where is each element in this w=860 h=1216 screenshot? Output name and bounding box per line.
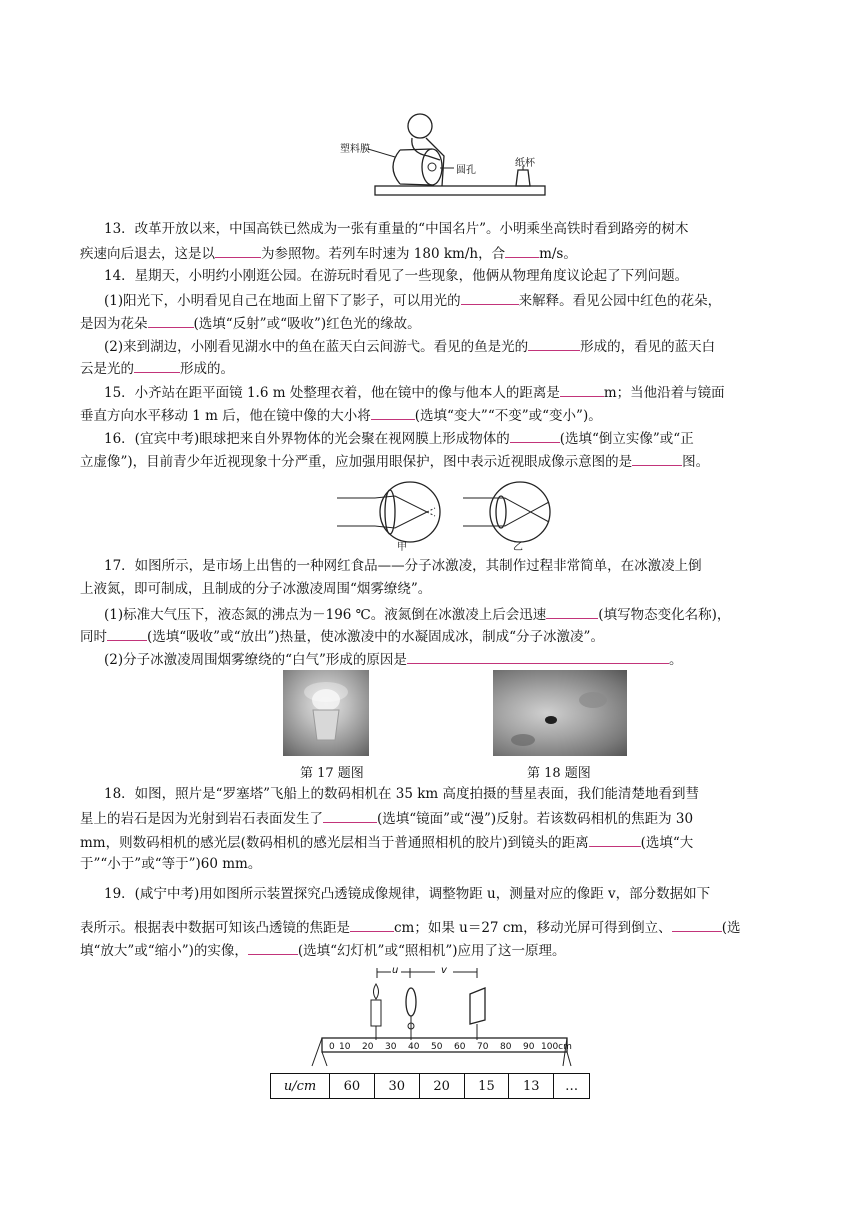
q17-p1-line1: (1)标准大气压下，液态氮的沸点为－196 ℃。液氮倒在冰激凌上后会迅速 (填写物态变化名称)，	[104, 607, 731, 623]
q18-line1: 18．如图，照片是“罗塞塔”飞船上的数码相机在 35 km 高度拍摄的彗星表面，我们能清楚地看到彗	[104, 786, 700, 802]
q19-line1: 19．(咸宁中考)用如图所示装置探究凸透镜成像规律，调整物距 u，测量对应的像距 v，部分数据如下	[104, 886, 711, 902]
q15-blank-distance[interactable]	[560, 383, 604, 397]
q16-line1: 16．(宜宾中考)眼球把来自外界物体的光会聚在视网膜上形成物体的 (选填“倒立实像”或“正	[104, 431, 694, 447]
q18-blank-reflection[interactable]	[323, 809, 377, 823]
table-cell: 60	[330, 1074, 375, 1099]
q19-blank-device[interactable]	[248, 941, 298, 955]
u-data-table	[270, 1073, 590, 1099]
figure-eyes	[335, 476, 560, 553]
q19-blank-magnify[interactable]	[672, 918, 722, 932]
q14-p1-line2: 是因为花朵 (选填“反射”或“吸收”)红色光的缘故。	[80, 316, 421, 332]
q15-line1: 15．小齐站在距平面镜 1.6 m 处整理衣着，他在镜中的像与他本人的距离是 m；当他沿着与镜面	[104, 385, 725, 401]
q16-blank-image[interactable]	[510, 429, 560, 443]
q14-line1: 14．星期天，小明约小刚逛公园。在游玩时看见了一些现象，他俩从物理角度议论起了下列问题。	[104, 268, 689, 284]
figure-film-cup	[340, 108, 550, 203]
q17-blank-reason[interactable]	[407, 650, 669, 664]
ruler-scale	[329, 1042, 572, 1052]
ruler-tick-label: 90	[523, 1042, 535, 1052]
q14-p2-line1: (2)来到湖边，小刚看见湖水中的鱼在蓝天白云间游弋。看见的鱼是光的 形成的，看见的蓝天白	[104, 339, 716, 355]
ruler-tick-label: 80	[500, 1042, 512, 1052]
table-cell: 13	[509, 1074, 554, 1099]
photo-molecular-icecream	[283, 670, 369, 756]
photo-comet-surface	[493, 670, 627, 756]
q14-blank-fish[interactable]	[528, 337, 580, 351]
caption-fig18: 第 18 题图	[527, 766, 591, 781]
q16-blank-figure[interactable]	[632, 452, 682, 466]
caption-fig17: 第 17 题图	[300, 766, 364, 781]
q13-line1: 13．改革开放以来，中国高铁已然成为一张有重量的“中国名片”。小明乘坐高铁时看到路旁的树木	[104, 221, 689, 237]
ruler-tick-label: 60	[454, 1042, 466, 1052]
q14-blank-flower[interactable]	[148, 314, 194, 328]
table-cell: 30	[374, 1074, 419, 1099]
q16-line2: 立虚像”)，目前青少年近视现象十分严重，应加强用眼保护，图中表示近视眼成像示意图的是 图。	[80, 454, 710, 470]
q13-blank-speed[interactable]	[505, 244, 539, 258]
q19-line3: 填“放大”或“缩小”)的实像， (选填“幻灯机”或“照相机”)应用了这一原理。	[80, 943, 566, 959]
ruler-tick-label: 100cm	[541, 1042, 572, 1052]
q14-blank-sky[interactable]	[134, 359, 180, 373]
q17-blank-heat[interactable]	[107, 627, 147, 641]
q13-blank-reference[interactable]	[215, 244, 261, 258]
q19-blank-focal[interactable]	[350, 918, 394, 932]
table-cell: 15	[464, 1074, 509, 1099]
q18-blank-distance[interactable]	[589, 833, 641, 847]
ruler-tick-label: 20	[362, 1042, 374, 1052]
ruler-tick-label: 40	[408, 1042, 420, 1052]
q18-line4: 于”“小于”或“等于”)60 mm。	[80, 856, 262, 872]
label-cup: 纸杯	[515, 158, 535, 169]
q18-line2: 星上的岩石是因为光射到岩石表面发生了 (选填“镜面”或“漫”)反射。若该数码相机的焦距为 30	[80, 811, 694, 827]
q17-p2-line1: (2)分子冰激凌周围烟雾缭绕的“白气”形成的原因是 。	[104, 652, 683, 668]
q17-blank-change[interactable]	[546, 605, 598, 619]
table-cell: 20	[419, 1074, 464, 1099]
q14-blank-shadow[interactable]	[461, 291, 519, 305]
table-cell: u/cm	[271, 1074, 330, 1099]
q15-line2: 垂直方向水平移动 1 m 后，他在镜中像的大小将 (选填“变大”“不变”或“变小”)。	[80, 408, 602, 424]
q13-line2: 疾速向后退去，这是以 为参照物。若列车时速为 180 km/h，合 m/s。	[80, 246, 577, 262]
label-hole: 圆孔	[456, 165, 476, 176]
q14-p1-line1: (1)阳光下，小明看见自己在地面上留下了影子，可以用光的 来解释。看见公园中红色的花朵，	[104, 293, 722, 309]
q17-line1: 17．如图所示，是市场上出售的一种网红食品——分子冰激凌，其制作过程非常简单，在冰激凌上倒	[104, 558, 702, 574]
table-cell: …	[554, 1074, 590, 1099]
q18-line3: mm，则数码相机的感光层(数码相机的感光层相当于普通照相机的胶片)到镜头的距离 (选填“大	[80, 835, 694, 851]
ruler-tick-label: 30	[385, 1042, 397, 1052]
q15-blank-size[interactable]	[371, 406, 415, 420]
eye-label-b: 乙	[513, 542, 523, 553]
table-row	[271, 1074, 590, 1099]
ruler-tick-label: 10	[339, 1042, 351, 1052]
eye-label-a: 甲	[397, 542, 407, 553]
q19-line2: 表所示。根据表中数据可知该凸透镜的焦距是 cm；如果 u＝27 cm，移动光屏可得到倒立、 (选	[80, 920, 741, 936]
bench-label-u: u	[392, 965, 399, 976]
bench-label-v: v	[441, 965, 447, 976]
q17-p1-line2: 同时 (选填“吸收”或“放出”)热量，使冰激凌中的水凝固成冰，制成“分子冰激凌”。	[80, 629, 604, 645]
label-film: 塑料膜	[340, 144, 370, 155]
ruler-tick-label: 50	[431, 1042, 443, 1052]
ruler-tick-label: 70	[477, 1042, 489, 1052]
ruler-tick-label: 0	[329, 1042, 335, 1052]
q14-p2-line2: 云是光的 形成的。	[80, 361, 234, 377]
q17-line2: 上液氮，即可制成，且制成的分子冰激凌周围“烟雾缭绕”。	[80, 581, 432, 597]
figure-optical-bench	[307, 962, 572, 1072]
